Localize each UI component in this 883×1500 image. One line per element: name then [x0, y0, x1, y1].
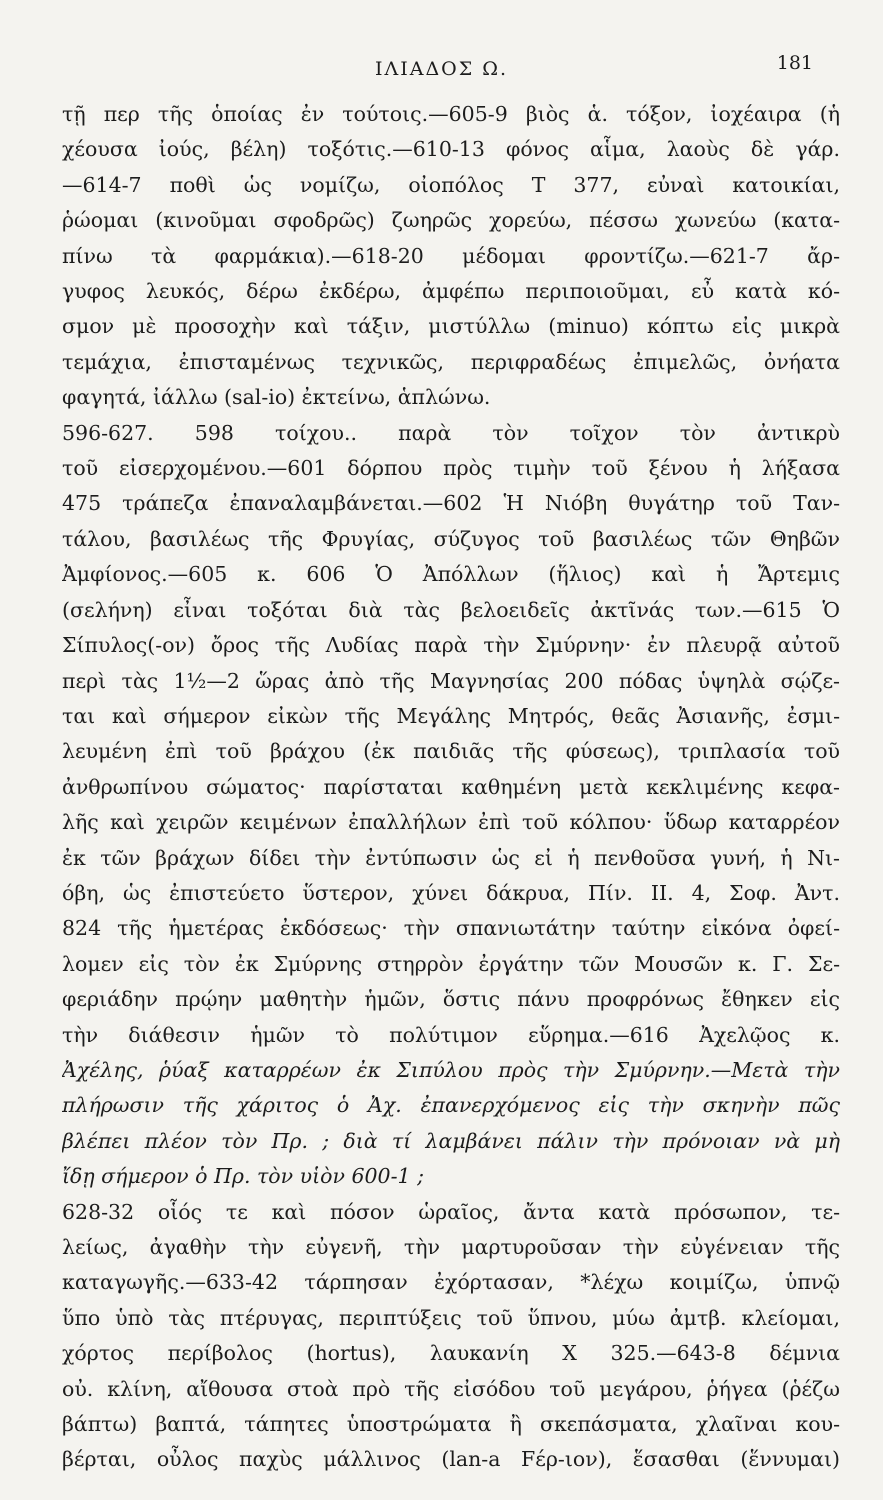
text-line: ἴδῃ σήμερον ὁ Πρ. τὸν υἱὸν 600-1 ;: [62, 1164, 424, 1189]
running-title: ΙΛΙΑΔΟΣ Ω.: [374, 58, 509, 80]
page-number: 181: [776, 52, 813, 74]
text-line: —614-7 ποθὶ ὡς νομίζω, οἰοπόλος Τ 377, εὐναὶ κατοικίαι,: [62, 172, 840, 197]
text-line: ἀνθρωπίνου σώματος· παρίσταται καθημένη μετὰ κεκλιμένης κεφα-: [62, 774, 840, 799]
commentary-text: [62, 97, 840, 1478]
text-line: Ἀμφίονος.—605 κ. 606 Ὁ Ἀπόλλων (ἥλιος) καὶ ἡ Ἄρτεμις: [62, 562, 840, 587]
text-line: ται καὶ σήμερον εἰκὼν τῆς Μεγάλης Μητρός, θεᾶς Ἀσιανῆς, ἐσμι-: [62, 703, 840, 728]
text-line: φαγητά, ἰάλλω (sal-io) ἐκτείνω, ἁπλώνω.: [62, 385, 491, 410]
text-line: ὕπο ὑπὸ τὰς πτέρυγας, περιπτύξεις τοῦ ὕπνου, μύω ἀμτβ. κλείομαι,: [62, 1305, 840, 1330]
text-line: πίνω τὰ φαρμάκια).—618-20 μέδομαι φροντίζω.—621-7 ἄρ-: [62, 243, 840, 268]
text-line: βέρται, οὖλος παχὺς μάλλινος (lan-a Fέρ-ιον), ἕσασθαι (ἕννυμαι): [62, 1447, 840, 1472]
text-line: λομεν εἰς τὸν ἐκ Σμύρνης στηρρὸν ἐργάτην τῶν Μουσῶν κ. Γ. Σε-: [62, 951, 840, 976]
text-line: καταγωγῆς.—633-42 τάρπησαν ἐχόρτασαν, *λέχω κοιμίζω, ὑπνῷ: [62, 1270, 840, 1295]
text-line: χόρτος περίβολος (hortus), λαυκανίη Χ 325.—643-8 δέμνια: [62, 1341, 840, 1366]
text-line: περὶ τὰς 1½—2 ὥρας ἀπὸ τῆς Μαγνησίας 200 πόδας ὑψηλὰ σῴζε-: [62, 668, 840, 693]
text-line: γυφος λευκός, δέρω ἐκδέρω, ἀμφέπω περιποιοῦμαι, εὖ κατὰ κό-: [62, 279, 840, 304]
text-line: τεμάχια, ἐπισταμένως τεχνικῶς, περιφραδέως ἐπιμελῶς, ὀνήατα: [62, 349, 840, 374]
text-line: (σελήνη) εἶναι τοξόται διὰ τὰς βελοειδεῖς ἀκτῖνάς των.—615 Ὁ: [62, 597, 840, 622]
text-line: τάλου, βασιλέως τῆς Φρυγίας, σύζυγος τοῦ βασιλέως τῶν Θηβῶν: [62, 526, 840, 551]
text-line: λῆς καὶ χειρῶν κειμένων ἐπαλλήλων ἐπὶ τοῦ κόλπου· ὕδωρ καταρρέον: [62, 810, 840, 835]
text-line: ἐκ τῶν βράχων δίδει τὴν ἐντύπωσιν ὡς εἰ ἡ πενθοῦσα γυνή, ἡ Νι-: [62, 845, 840, 870]
text-line: τοῦ εἰσερχομένου.—601 δόρπου πρὸς τιμὴν τοῦ ξένου ἡ λήξασα: [62, 456, 840, 481]
text-line: Ἀχέλης, ῥύαξ καταρρέων ἐκ Σιπύλου πρὸς τὴν Σμύρνην.—Μετὰ τὴν: [62, 1057, 840, 1082]
text-line: λείως, ἀγαθὴν τὴν εὐγενῆ, τὴν μαρτυροῦσαν τὴν εὐγένειαν τῆς: [62, 1235, 840, 1259]
text-line: βλέπει πλέον τὸν Πρ. ; διὰ τί λαμβάνει πάλιν τὴν πρόνοιαν νὰ μὴ: [62, 1128, 840, 1153]
text-line: 628-32 οἷός τε καὶ πόσον ὡραῖος, ἄντα κατὰ πρόσωπον, τε-: [62, 1199, 840, 1224]
text-line: 475 τράπεζα ἐπαναλαμβάνεται.—602 Ἡ Νιόβη θυγάτηρ τοῦ Ταν-: [62, 491, 840, 516]
text-line: όβη, ὡς ἐπιστεύετο ὕστερον, χύνει δάκρυα, Πίν. ΙΙ. 4, Σοφ. Ἀντ.: [62, 880, 840, 905]
section-heading-line: 596-627. 598 τοίχου.. παρὰ τὸν τοῖχον τὸν ἀντικρὺ: [62, 420, 840, 445]
text-line: λευμένη ἐπὶ τοῦ βράχου (ἐκ παιδιᾶς τῆς φύσεως), τριπλασία τοῦ: [62, 739, 840, 764]
text-line: τὴν διάθεσιν ἡμῶν τὸ πολύτιμον εὕρημα.—616 Ἀχελῷος κ.: [62, 1022, 840, 1047]
text-line: ῥώομαι (κινοῦμαι σφοδρῶς) ζωηρῶς χορεύω, πέσσω χωνεύω (κατα-: [62, 208, 840, 233]
text-line: φεριάδην πρῴην μαθητὴν ἡμῶν, ὅστις πάνυ προφρόνως ἔθηκεν εἰς: [62, 987, 840, 1012]
text-line: οὐ. κλίνη, αἴθουσα στοὰ πρὸ τῆς εἰσόδου τοῦ μεγάρου, ῥήγεα (ῥέζω: [62, 1376, 840, 1401]
text-line: χέουσα ἰούς, βέλη) τοξότις.—610-13 φόνος αἷμα, λαοὺς δὲ γάρ.: [62, 137, 840, 162]
text-line: σμον μὲ προσοχὴν καὶ τάξιν, μιστύλλω (minuo) κόπτω εἰς μικρὰ: [62, 314, 840, 339]
text-line: βάπτω) βαπτά, τάπητες ὑποστρώματα ἢ σκεπάσματα, χλαῖναι κου-: [62, 1412, 840, 1437]
text-line: πλήρωσιν τῆς χάριτος ὁ Ἀχ. ἐπανερχόμενος εἰς τὴν σκηνὴν πῶς: [62, 1093, 840, 1118]
text-line: Σίπυλος(-ον) ὄρος τῆς Λυδίας παρὰ τὴν Σμύρνην· ἐν πλευρᾷ αὐτοῦ: [62, 633, 840, 658]
text-line: τῇ περ τῆς ὁποίας ἐν τούτοις.—605-9 βιὸς ἁ. τόξον, ἰοχέαιρα (ἡ: [62, 102, 840, 126]
text-line: 824 τῆς ἡμετέρας ἐκδόσεως· τὴν σπανιωτάτην ταύτην εἰκόνα ὀφεί-: [62, 916, 840, 941]
